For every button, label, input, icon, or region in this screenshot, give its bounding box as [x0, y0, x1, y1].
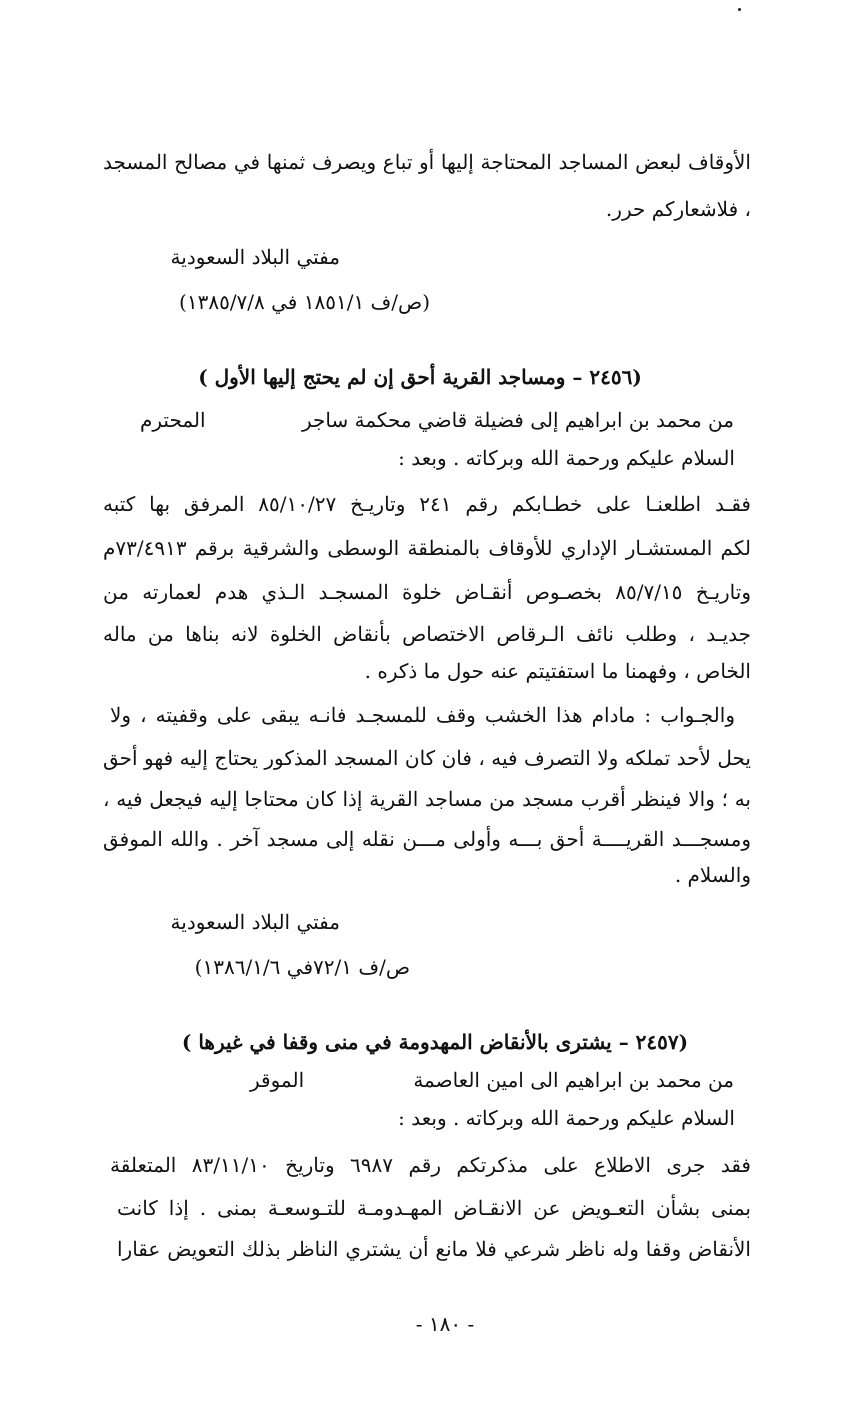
address-from: من محمد بن ابراهيم الى امين العاصمة	[413, 1068, 734, 1092]
fatwa-2456-para2-line2: يحل لأحد تملكه ولا التصرف فيه ، فان كان المسجد المذكور يحتاج إليه فهو أحق	[103, 746, 751, 770]
signature-title-2: مفتي البلاد السعودية	[170, 910, 340, 934]
fatwa-2456-para1-line5: الخاص ، وفهمنا ما استفتيتم عنه حول ما ذكره .	[364, 659, 751, 683]
page-number: - ١٨٠ -	[415, 1312, 475, 1336]
fatwa-2456-para2-line1: والجـواب : مادام هذا الخشب وقف للمسجـد فانـه يبقى على وقفيته ، ولا	[110, 703, 735, 727]
fatwa-2457-para1-line2: بمنى بشأن التعـويض عن الانقـاض المهـدومـة للتـوسعـة بمنى . إذا كانت	[117, 1196, 751, 1220]
fatwa-2457-para1-line1: فقد جرى الاطلاع على مذكرتكم رقم ٦٩٨٧ وتاريخ ٨٣/١١/١٠ المتعلقة	[110, 1153, 751, 1177]
fatwa-2457-para1-line3: الأنقاض وقفا وله ناظر شرعي فلا مانع أن يشتري الناظر بذلك التعويض عقارا	[117, 1237, 751, 1261]
signature-reference-2: ص/ف ٧٢/١في ١٣٨٦/١/٦)	[194, 955, 410, 979]
fatwa-2456-para2-line5: والسلام .	[674, 863, 751, 887]
fatwa-2456-para1-line1: فقـد اطلعنـا على خطـابكم رقم ٢٤١ وتاريـخ ٨٥/١٠/٢٧ المرفق بها كتبه	[103, 492, 751, 516]
address-honorific: الموقر	[250, 1068, 305, 1092]
address-honorific: المحترم	[140, 408, 206, 432]
fatwa-2457-greeting: السلام عليكم ورحمة الله وبركاته . وبعد :	[398, 1106, 735, 1130]
fatwa-2456-para1-line2: لكم المستشـار الإداري للأوقاف بالمنطقة الوسطى والشرقية برقم ٧٣/٤٩١٣م	[103, 536, 751, 560]
fatwa-heading-2457: (٢٤٥٧ – يشترى بالأنقاض المهدومة في منى وقفا في غيرها )	[181, 1030, 689, 1054]
fatwa-2456-para1-line3: وتاريـخ ٨٥/٧/١٥ بخصـوص أنقـاض خلوة المسجـد الـذي هدم لعمارته من	[103, 580, 752, 604]
fatwa-2456-para1-line4: جديـد ، وطلب نائف الـرقاص الاختصاص بأنقاض الخلوة لانه بناها من ماله	[103, 622, 751, 646]
signature-reference-1: (ص/ف ١٨٥١/١ في ١٣٨٥/٧/٨)	[179, 290, 430, 314]
fatwa-2456-greeting: السلام عليكم ورحمة الله وبركاته . وبعد :	[398, 446, 735, 470]
fatwa-2456-para2-line4: ومسجـــد القريــــة أحق بـــه وأولى مـــن نقله إلى مسجد آخر . والله الموفق	[103, 827, 751, 851]
address-from: من محمد بن ابراهيم إلى فضيلة قاضي محكمة ساجر	[302, 408, 734, 432]
fatwa-2456-para2-line3: به ؛ والا فينظر أقرب مسجد من مساجد القرية إذا كان محتاجا إليه فيجعل فيه ،	[103, 787, 751, 811]
intro-line-1: الأوقاف لبعض المساجد المحتاجة إليها أو تباع ويصرف ثمنها في مصالح المسجد	[103, 150, 751, 174]
signature-title-1: مفتي البلاد السعودية	[170, 245, 340, 269]
intro-line-2: ، فلاشعاركم حرر.	[605, 197, 751, 221]
fatwa-heading-2456: (٢٤٥٦ – ومساجد القرية أحق إن لم يحتج إليها الأول )	[198, 365, 642, 389]
scan-speck	[738, 8, 741, 11]
